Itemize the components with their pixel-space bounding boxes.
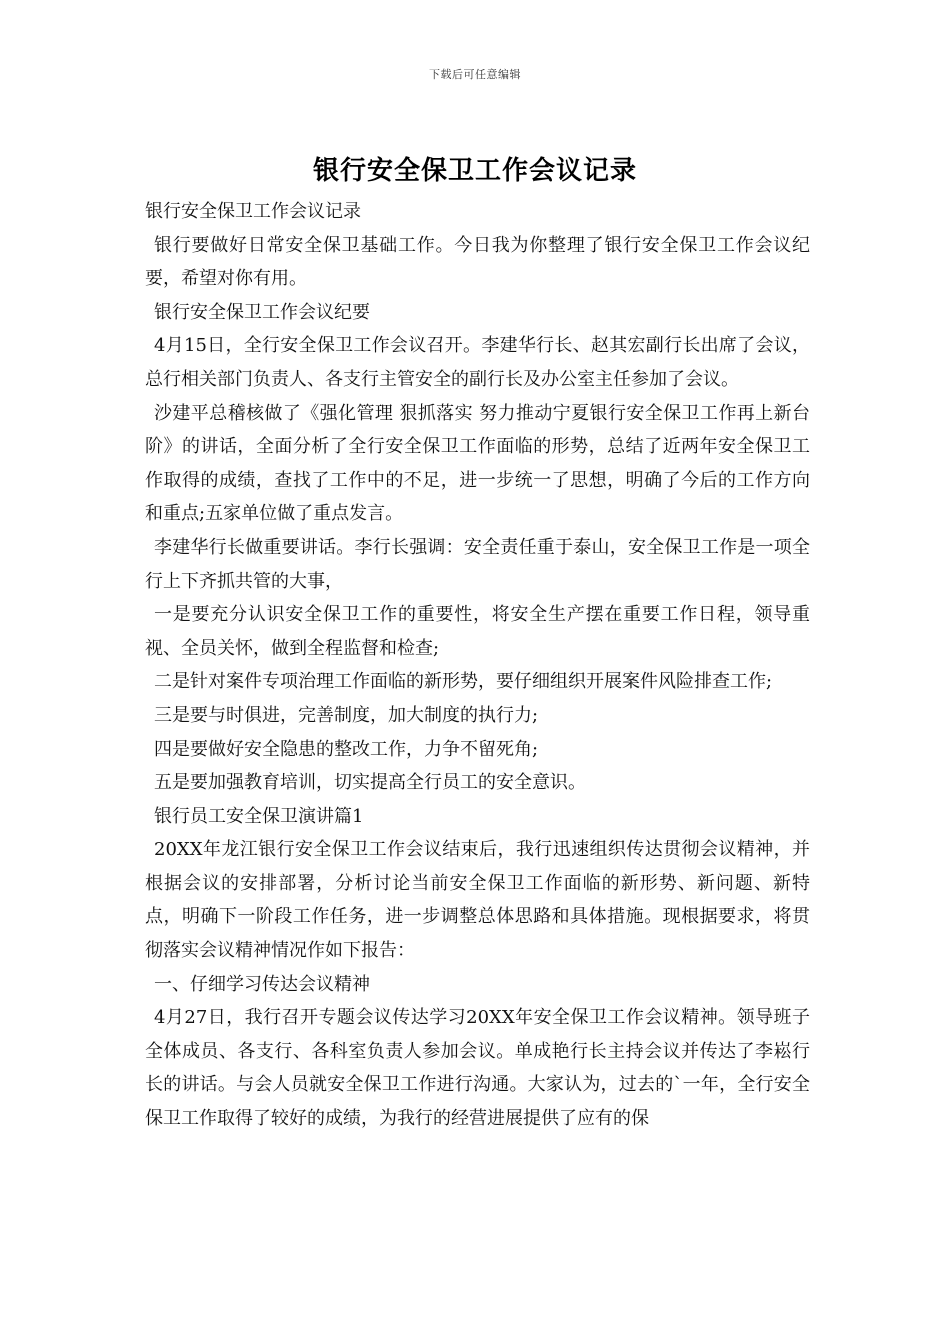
paragraph: 三是要与时俱进，完善制度，加大制度的执行力; xyxy=(154,704,539,726)
paragraph: 一是要充分认识安全保卫工作的重要性，将安全生产摆在重要工作日程，领导重视、全员关怀，做到全程监督和检查; xyxy=(145,604,810,659)
paragraph: 银行安全保卫工作会议记录 xyxy=(145,201,361,222)
paragraph: 4月15日，全行安全保卫工作会议召开。李建华行长、赵其宏副行长出席了会议，总行相关部门负责人、各支行主管安全的副行长及办公室主任参加了会议。 xyxy=(145,335,810,390)
document-title: 银行安全保卫工作会议记录 xyxy=(312,156,637,186)
paragraph: 李建华行长做重要讲话。李行长强调：安全责任重于泰山，安全保卫工作是一项全行上下齐抓共管的大事， xyxy=(145,536,810,592)
paragraph: 20XX年龙江银行安全保卫工作会议结束后，我行迅速组织传达贯彻会议精神，并根据会议的安排部署，分析讨论当前安全保卫工作面临的新形势、新问题、新特点，明确下一阶段工作任务，进一步调整总体思路和具体措施。现根据要求，将贯彻落实会议精神情况作如下报告： xyxy=(145,839,810,962)
paragraph: 沙建平总稽核做了《强化管理 狠抓落实 努力推动宁夏银行安全保卫工作再上新台阶》的讲话，全面分析了全行安全保卫工作面临的形势，总结了近两年安全保卫工作取得的成绩，查找了工作中的不足，进一步统一了思想，明确了今后的工作方向和重点;五家单位做了重点发言。 xyxy=(145,402,810,525)
paragraph: 五是要加强教育培训，切实提高全行员工的安全意识。 xyxy=(154,772,586,794)
paragraph: 四是要做好安全隐患的整改工作，力争不留死角; xyxy=(154,738,539,760)
paragraph: 银行员工安全保卫演讲篇1 xyxy=(154,805,364,827)
header-note: 下载后可任意编辑 xyxy=(429,68,521,81)
paragraph: 4月27日，我行召开专题会议传达学习20XX年安全保卫工作会议精神。领导班子全体成员、各支行、各科室负责人参加会议。单成艳行长主持会议并传达了李崧行长的讲话。与会人员就安全保卫工作进行沟通。大家认为，过去的`一年，全行安全保卫工作取得了较好的成绩，为我行的经营进展提供了应有的保 xyxy=(145,1007,810,1130)
document-body xyxy=(145,195,810,1136)
paragraph: 银行要做好日常安全保卫基础工作。今日我为你整理了银行安全保卫工作会议纪要，希望对你有用。 xyxy=(145,234,810,290)
paragraph: 一、仔细学习传达会议精神 xyxy=(154,973,370,995)
paragraph: 银行安全保卫工作会议纪要 xyxy=(154,301,370,323)
paragraph: 二是针对案件专项治理工作面临的新形势，要仔细组织开展案件风险排查工作; xyxy=(154,671,773,693)
